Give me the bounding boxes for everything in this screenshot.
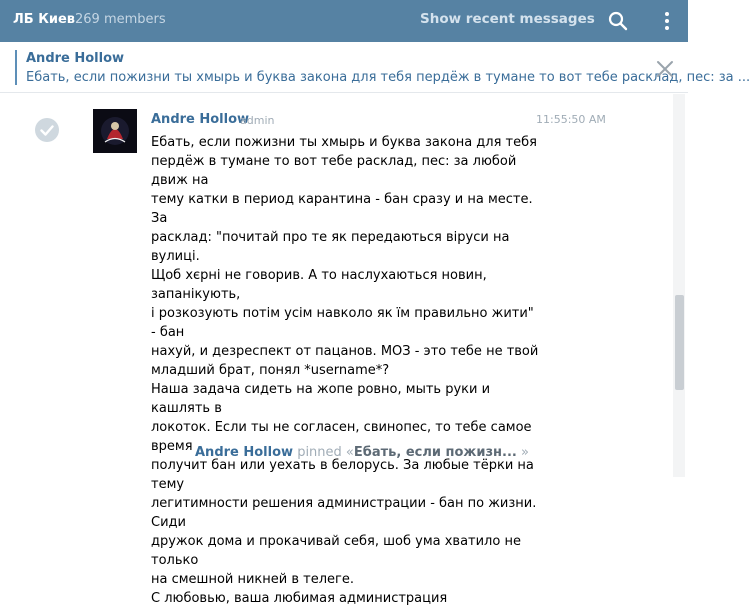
chat-title[interactable]: ЛБ Киев	[13, 12, 76, 27]
scrollbar-track[interactable]	[673, 94, 685, 477]
pinned-message-bar[interactable]	[0, 42, 750, 93]
message-timestamp: 11:55:50 AM	[536, 113, 606, 126]
service-action: pinned	[297, 445, 342, 460]
check-circle-icon[interactable]	[35, 118, 59, 142]
show-recent-messages-button[interactable]: Show recent messages	[420, 11, 595, 27]
members-count[interactable]: 269 members	[75, 12, 166, 27]
avatar-image	[93, 109, 137, 153]
service-pinned-quote[interactable]: Ебать, если пожизн...	[353, 445, 517, 460]
pinned-service-message	[195, 445, 529, 460]
service-open-quote: «	[345, 445, 354, 460]
close-icon[interactable]	[656, 60, 674, 78]
service-close-quote: »	[520, 445, 529, 460]
message-text: Ебать, если пожизни ты хмырь и буква закона для тебя пердёж в тумане то вот тебе расклад, пес: за любой движ на тему катки в период карантина - бан сразу и на месте. За расклад: "почитай про те як передаються віруси на вулиці. Щоб хєрні не говорив. А то наслухаються новин, запанікують, і розкозують потім усім навколо як їм правильно жити" - бан нахуй, и дезреспект от пацанов. МОЗ - это тебе не твой младший брат, понял *username*? Наша задача сидеть на жопе ровно, мыть руки и кашлять в локоток. Если ты не согласен, свинопес, то тебе самое время получит бан или уехать в белорусь. За любые тёрки на тему легитимности решения администрации - бан по жизни. Сиди дружок дома и прокачивай себя, шоб ума хватило не только на смешной никней в телеге. С любовью, ваша любимая администрация	[151, 135, 539, 606]
more-vertical-icon[interactable]	[660, 10, 674, 32]
scrollbar-thumb[interactable]	[675, 295, 684, 390]
service-author[interactable]: Andre Hollow	[195, 445, 294, 460]
pinned-text: Ебать, если пожизни ты хмырь и буква закона для тебя пердёж в тумане то вот тебе расклад, пес: за ...	[26, 70, 750, 85]
pinned-author: Andre Hollow	[26, 51, 125, 66]
message-author[interactable]: Andre Hollow	[151, 112, 250, 127]
search-icon[interactable]	[607, 10, 629, 32]
pinned-accent-line	[15, 50, 17, 85]
author-role-badge: admin	[240, 114, 275, 127]
chat-header	[0, 0, 688, 42]
avatar[interactable]	[93, 109, 137, 153]
